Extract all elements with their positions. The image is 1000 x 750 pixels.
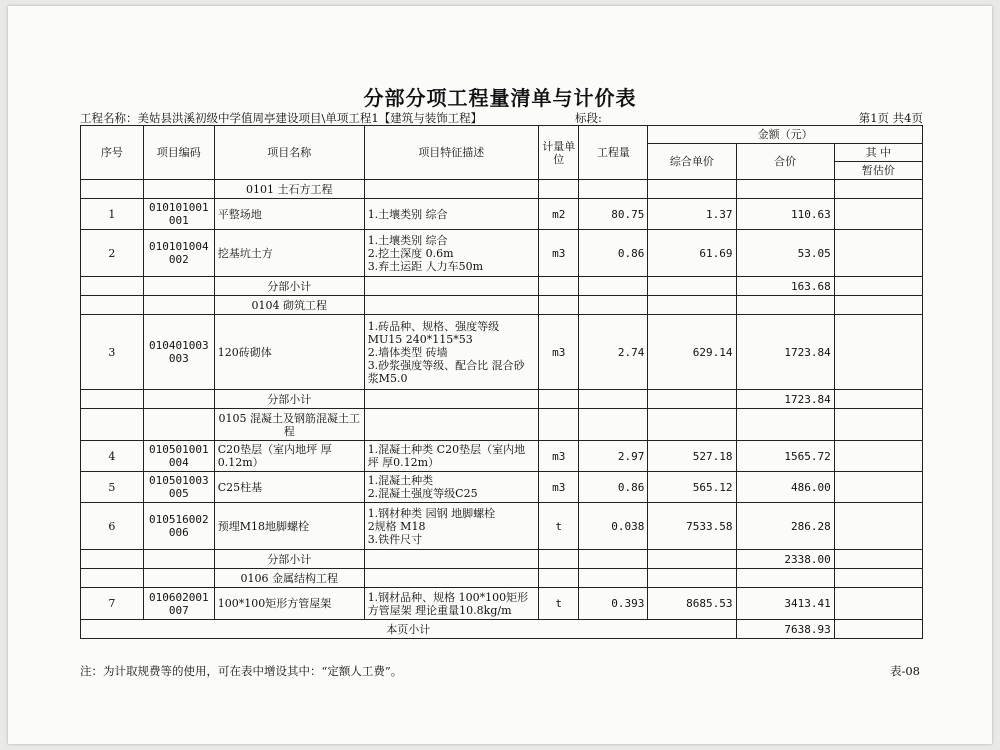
subtotal-value: 1723.84 — [736, 390, 834, 409]
header-provisional: 暂估价 — [834, 162, 922, 180]
table-row — [81, 441, 923, 472]
section-title: 0105 混凝土及钢筋混凝土工程 — [214, 409, 364, 441]
form-number: 表-08 — [889, 664, 920, 678]
item-unit: t — [538, 503, 579, 550]
page-subtotal-value: 7638.93 — [736, 620, 834, 639]
item-seq: 1 — [81, 199, 144, 230]
header-unit-price: 综合单价 — [648, 144, 736, 180]
item-price: 565.12 — [648, 472, 736, 503]
item-total: 486.00 — [736, 472, 834, 503]
item-price: 7533.58 — [648, 503, 736, 550]
item-unit: m3 — [538, 441, 579, 472]
table-row — [81, 503, 923, 550]
section-row — [81, 180, 923, 199]
section-label: 标段: — [575, 111, 602, 125]
item-total: 1723.84 — [736, 315, 834, 390]
item-price: 629.14 — [648, 315, 736, 390]
item-desc: 1.混凝土种类 2.混凝土强度等级C25 — [364, 472, 538, 503]
section-title: 0104 砌筑工程 — [214, 296, 364, 315]
item-desc: 1.砖品种、规格、强度等级 MU15 240*115*53 2.墙体类型 砖墙 3.砂浆强度等级、配合比 混合砂浆M5.0 — [364, 315, 538, 390]
page-info: 第1页 共4页 — [858, 111, 923, 125]
page-title: 分部分项工程量清单与计价表 — [363, 86, 637, 110]
section-title: 0106 金属结构工程 — [214, 569, 364, 588]
item-total: 110.63 — [736, 199, 834, 230]
item-qty: 2.74 — [579, 315, 648, 390]
item-name: 挖基坑土方 — [214, 230, 364, 277]
item-desc: 1.混凝土种类 C20垫层（室内地坪 厚0.12m） — [364, 441, 538, 472]
header-desc: 项目特征描述 — [364, 126, 538, 180]
item-unit: t — [538, 588, 579, 620]
item-code: 010101001001 — [143, 199, 214, 230]
item-name: C20垫层（室内地坪 厚0.12m） — [214, 441, 364, 472]
item-qty: 0.038 — [579, 503, 648, 550]
header-code: 项目编码 — [143, 126, 214, 180]
subtotal-row — [81, 390, 923, 409]
item-seq: 7 — [81, 588, 144, 620]
bill-table — [80, 125, 923, 639]
item-desc: 1.土壤类别 综合 2.挖土深度 0.6m 3.弃土运距 人力车50m — [364, 230, 538, 277]
item-name: C25柱基 — [214, 472, 364, 503]
item-desc: 1.钢材品种、规格 100*100矩形方管屋架 理论重量10.8kg/m — [364, 588, 538, 620]
subtotal-label: 分部小计 — [214, 390, 364, 409]
item-unit: m3 — [538, 230, 579, 277]
header-qty: 工程量 — [579, 126, 648, 180]
item-name: 预埋M18地脚螺栓 — [214, 503, 364, 550]
item-unit: m2 — [538, 199, 579, 230]
item-total: 53.05 — [736, 230, 834, 277]
item-price: 8685.53 — [648, 588, 736, 620]
item-total: 286.28 — [736, 503, 834, 550]
page-subtotal-row — [81, 620, 923, 639]
subtotal-label: 分部小计 — [214, 277, 364, 296]
item-qty: 2.97 — [579, 441, 648, 472]
table-row — [81, 588, 923, 620]
subtotal-value: 163.68 — [736, 277, 834, 296]
item-name: 平整场地 — [214, 199, 364, 230]
item-total: 3413.41 — [736, 588, 834, 620]
item-code: 010401003003 — [143, 315, 214, 390]
header-seq: 序号 — [81, 126, 144, 180]
item-qty: 0.393 — [579, 588, 648, 620]
item-qty: 80.75 — [579, 199, 648, 230]
item-price: 527.18 — [648, 441, 736, 472]
section-title: 0101 土石方工程 — [214, 180, 364, 199]
item-desc: 1.钢材种类 园钢 地脚螺栓 2规格 M18 3.铁件尺寸 — [364, 503, 538, 550]
item-qty: 0.86 — [579, 230, 648, 277]
table-row — [81, 199, 923, 230]
item-seq: 4 — [81, 441, 144, 472]
section-row — [81, 409, 923, 441]
table-row — [81, 315, 923, 390]
item-code: 010516002006 — [143, 503, 214, 550]
header-amount: 金额（元） — [648, 126, 923, 144]
header-row — [81, 126, 923, 144]
item-qty: 0.86 — [579, 472, 648, 503]
item-unit: m3 — [538, 315, 579, 390]
item-code: 010101004002 — [143, 230, 214, 277]
item-name: 100*100矩形方管屋架 — [214, 588, 364, 620]
subtotal-row — [81, 550, 923, 569]
item-code: 010602001007 — [143, 588, 214, 620]
item-desc: 1.土壤类别 综合 — [364, 199, 538, 230]
subtotal-row — [81, 277, 923, 296]
project-name: 工程名称：美姑县洪溪初级中学值周亭建设项目\单项工程1【建筑与装饰工程】 — [80, 111, 483, 125]
section-row — [81, 569, 923, 588]
item-name: 120砖砌体 — [214, 315, 364, 390]
item-seq: 6 — [81, 503, 144, 550]
page-subtotal-label: 本页小计 — [81, 620, 737, 639]
item-code: 010501001004 — [143, 441, 214, 472]
item-total: 1565.72 — [736, 441, 834, 472]
header-unit: 计量单位 — [538, 126, 579, 180]
subtotal-label: 分部小计 — [214, 550, 364, 569]
header-total: 合价 — [736, 144, 834, 180]
table-row — [81, 230, 923, 277]
subtotal-value: 2338.00 — [736, 550, 834, 569]
item-seq: 2 — [81, 230, 144, 277]
item-price: 1.37 — [648, 199, 736, 230]
footnote: 注：为计取规费等的使用，可在表中增设其中：“定额人工费”。 — [80, 664, 403, 678]
header-name: 项目名称 — [214, 126, 364, 180]
item-seq: 5 — [81, 472, 144, 503]
item-code: 010501003005 — [143, 472, 214, 503]
section-row — [81, 296, 923, 315]
item-price: 61.69 — [648, 230, 736, 277]
item-unit: m3 — [538, 472, 579, 503]
item-seq: 3 — [81, 315, 144, 390]
table-row — [81, 472, 923, 503]
header-of-which: 其 中 — [834, 144, 922, 162]
